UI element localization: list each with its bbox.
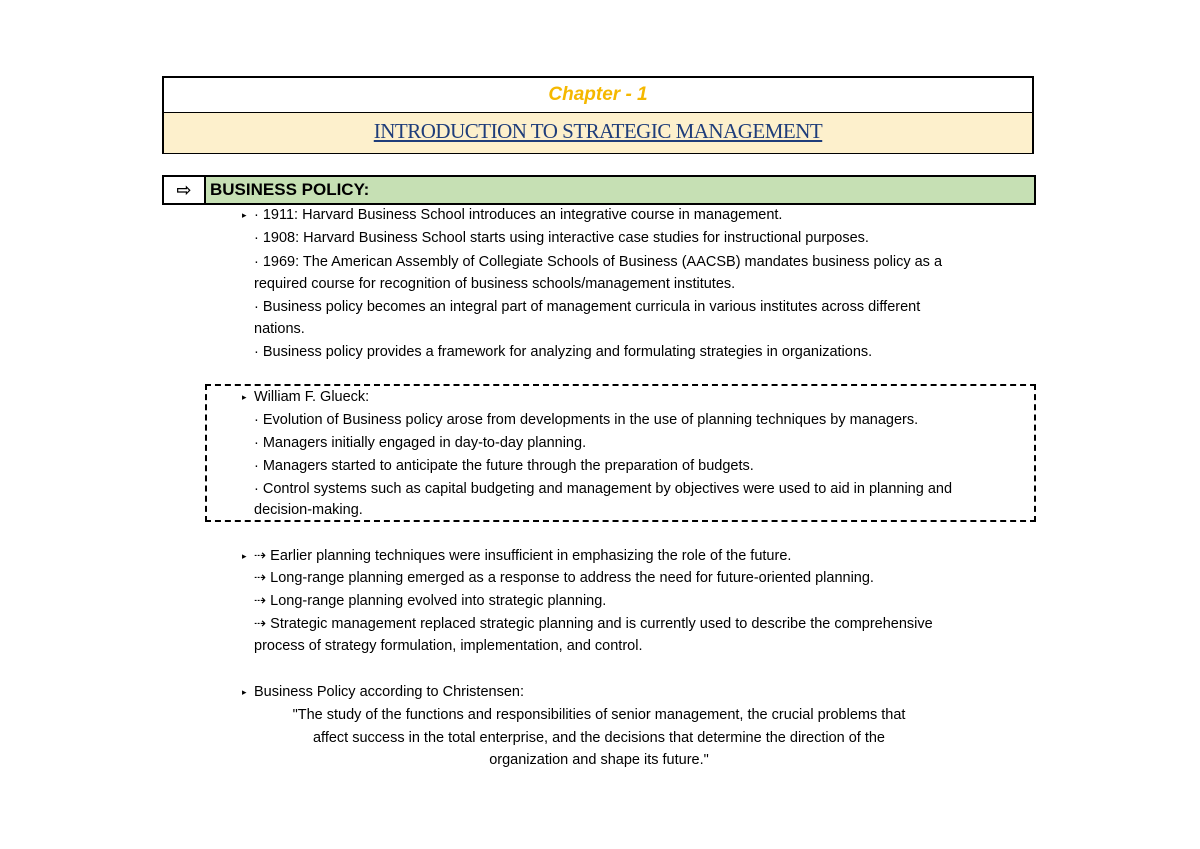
bullet-icon: ▸ — [242, 687, 247, 697]
evolution-line: ⇢ Earlier planning techniques were insufficient in emphasizing the role of the future. — [254, 548, 792, 564]
history-item — [242, 228, 869, 248]
history-item — [242, 274, 735, 294]
evolution-line: process of strategy formulation, implementation, and control. — [254, 638, 643, 654]
glueck-line: · Evolution of Business policy arose from developments in the use of planning techniques by managers. — [254, 412, 919, 428]
glueck-line: · Managers initially engaged in day-to-day planning. — [254, 435, 587, 451]
christensen-heading — [242, 682, 524, 702]
history-item — [242, 252, 942, 272]
evolution-line: ⇢ Strategic management replaced strategic planning and is currently used to describe the comprehensive — [254, 616, 933, 632]
history-item — [242, 297, 920, 317]
evolution-line: ⇢ Long-range planning emerged as a response to address the need for future-oriented planning. — [254, 570, 874, 586]
glueck-item — [242, 410, 918, 430]
glueck-heading — [242, 387, 369, 407]
glueck-line: decision-making. — [254, 502, 363, 518]
right-arrow-icon: ⇨ — [164, 177, 206, 203]
history-item — [242, 319, 305, 339]
bullet-icon: ▸ — [242, 551, 247, 561]
section-title: BUSINESS POLICY: — [210, 180, 370, 199]
history-line: · 1911: Harvard Business School introduces an integrative course in management. — [254, 207, 783, 223]
glueck-item — [242, 500, 363, 520]
evolution-item — [242, 546, 791, 566]
section-header-business-policy — [162, 175, 1036, 205]
bullet-icon: ▸ — [242, 392, 247, 402]
glueck-item — [242, 456, 754, 476]
glueck-item — [242, 479, 952, 499]
evolution-item — [242, 568, 874, 588]
history-line: · 1908: Harvard Business School starts using interactive case studies for instructional purposes. — [254, 230, 869, 246]
chapter-label: Chapter - 1 — [164, 78, 1032, 113]
evolution-item — [242, 591, 606, 611]
bullet-icon: ▸ — [242, 210, 247, 220]
history-line: · 1969: The American Assembly of Collegiate Schools of Business (AACSB) mandates business policy as a — [254, 254, 943, 270]
history-item — [242, 205, 782, 225]
history-line: required course for recognition of business schools/management institutes. — [254, 276, 736, 292]
glueck-heading-text: William F. Glueck: — [254, 389, 370, 405]
evolution-item — [242, 614, 933, 634]
glueck-line: · Control systems such as capital budgeting and management by objectives were used to aid in planning and — [254, 481, 953, 497]
history-line: · Business policy provides a framework for analyzing and formulating strategies in organizations. — [254, 344, 873, 360]
page-title: INTRODUCTION TO STRATEGIC MANAGEMENT — [164, 113, 1032, 153]
glueck-line: · Managers started to anticipate the future through the preparation of budgets. — [254, 458, 754, 474]
history-item — [242, 342, 872, 362]
christensen-heading-text: Business Policy according to Christensen: — [254, 684, 524, 700]
history-line: · Business policy becomes an integral part of management curricula in various institutes across different — [254, 299, 921, 315]
christensen-quote-line: organization and shape its future." — [489, 752, 709, 768]
evolution-item — [242, 636, 642, 656]
chapter-title-box — [162, 76, 1034, 154]
christensen-quote-line: affect success in the total enterprise, and the decisions that determine the direction of the — [312, 730, 885, 746]
glueck-item — [242, 433, 586, 453]
history-line: nations. — [254, 321, 305, 337]
evolution-line: ⇢ Long-range planning evolved into strategic planning. — [254, 593, 607, 609]
christensen-quote-line: "The study of the functions and responsibilities of senior management, the crucial problems that — [292, 707, 906, 723]
